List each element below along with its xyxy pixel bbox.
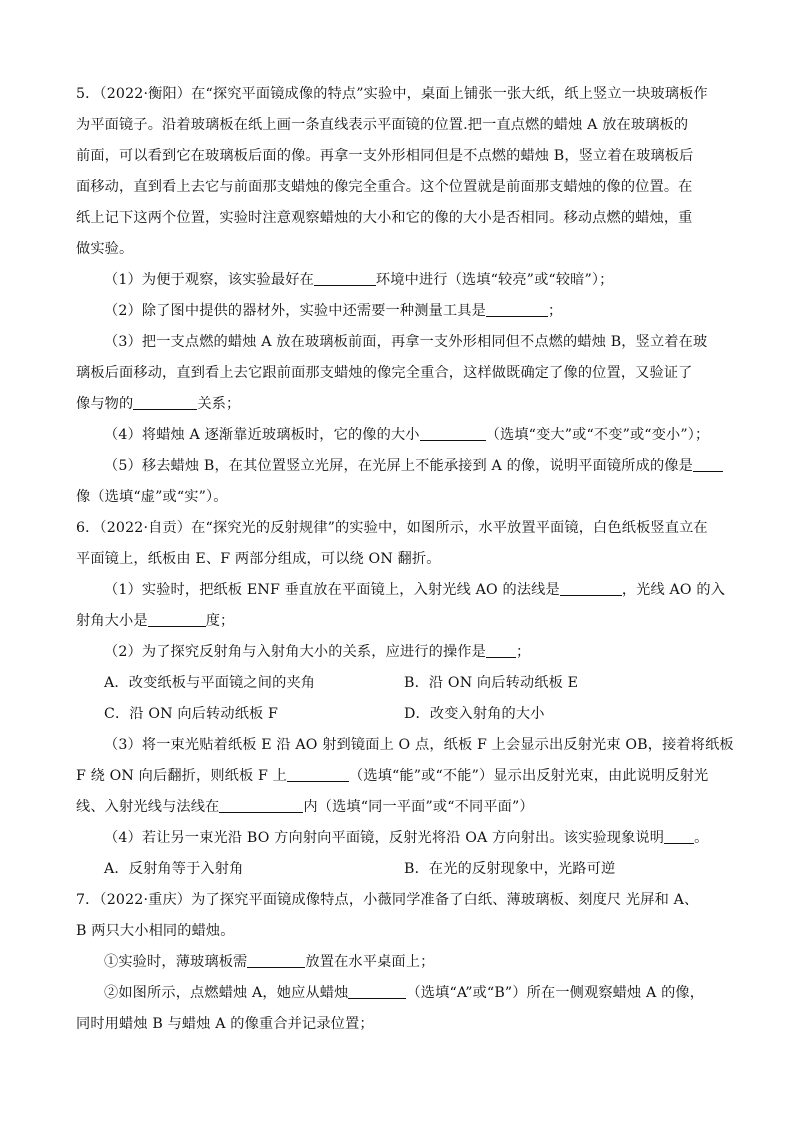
q6-part-4-option-a[interactable]: A．反射角等于入射角 bbox=[104, 861, 244, 877]
q6-options-row-2 bbox=[104, 704, 738, 724]
q5-part-4: （4）将蜡烛 A 逐渐靠近玻璃板时，它的像的大小 （选填“变大”或“不变”或“变小”）； bbox=[104, 427, 710, 443]
q5-stem-line-3: 前面，可以看到它在玻璃板后面的像。再拿一支外形相同但是不点燃的蜡烛 B，竖立着在玻璃板后 bbox=[76, 148, 694, 164]
q5-stem-line-4: 面移动，直到看上去它与前面那支蜡烛的像完全重合。这个位置就是前面那支蜡烛的像的位置。在 bbox=[76, 179, 693, 195]
q6-part-3-line-2: F 绕 ON 向后翻折，则纸板 F 上 （选填“能”或“不能”）显示出反射光束，由此说明反射光 bbox=[76, 768, 709, 784]
answer-blank[interactable] bbox=[420, 425, 486, 441]
q6-part-3-line-3: 线、入射光线与法线在 内（选填“同一平面”或“不同平面”） bbox=[76, 799, 534, 815]
answer-blank[interactable] bbox=[693, 456, 723, 472]
answer-blank[interactable] bbox=[560, 580, 622, 596]
answer-blank[interactable] bbox=[486, 301, 548, 317]
q7-part-1: ①实验时，薄玻璃板需 放置在水平桌面上； bbox=[104, 954, 435, 970]
q7-stem-line-1: 7．（2022·重庆）为了探究平面镜成像特点，小薇同学准备了白纸、薄玻璃板、刻度尺 光屏和 A、 bbox=[76, 892, 699, 908]
q6-option-c[interactable]: C．沿 ON 向后转动纸板 F bbox=[104, 706, 279, 722]
q5-stem-line-5: 纸上记下这两个位置，实验时注意观察蜡烛的大小和它的像的大小是否相同。移动点燃的蜡烛，重 bbox=[76, 210, 693, 226]
q6-part-2: （2）为了探究反射角与入射角大小的关系，应进行的操作是 ； bbox=[104, 644, 531, 660]
q5-part-5-line-2: 像（选填“虚”或“实”）。 bbox=[76, 489, 228, 505]
q5-part-2: （2）除了图中提供的器材外，实验中还需要一种测量工具是 ； bbox=[104, 303, 563, 319]
q6-part-1-line-2: 射角大小是 度； bbox=[76, 613, 235, 629]
q5-part-3-line-1: （3）把一支点燃的蜡烛 A 放在玻璃板前面，再拿一支外形相同但不点燃的蜡烛 B，竖立着在玻 bbox=[104, 334, 708, 350]
answer-blank[interactable] bbox=[314, 270, 376, 286]
q5-stem-line-6: 做实验。 bbox=[76, 241, 134, 257]
answer-blank[interactable] bbox=[348, 983, 406, 999]
q6-part-4-option-b[interactable]: B．在光的反射现象中，光路可逆 bbox=[404, 861, 616, 877]
q7-part-2-line-1: ②如图所示，点燃蜡烛 A，她应从蜡烛 （选填“A”或“B”）所在一侧观察蜡烛 A 的像， bbox=[104, 985, 705, 1001]
q6-stem-line-2: 平面镜上，纸板由 E、F 两部分组成，可以绕 ON 翻折。 bbox=[76, 551, 441, 567]
q6-stem-line-1: 6．（2022·自贡）在“探究光的反射规律”的实验中，如图所示，水平放置平面镜，白色纸板竖直立在 bbox=[76, 520, 708, 536]
q6-option-b[interactable]: B．沿 ON 向后转动纸板 E bbox=[404, 675, 579, 691]
answer-blank[interactable] bbox=[287, 766, 349, 782]
answer-blank[interactable] bbox=[664, 828, 694, 844]
q5-part-3-line-3: 像与物的 关系； bbox=[76, 396, 241, 412]
answer-blank[interactable] bbox=[219, 797, 303, 813]
q5-stem-line-1: 5．（2022·衡阳）在“探究平面镜成像的特点”实验中，桌面上铺张一张大纸，纸上竖立一块玻璃板作 bbox=[76, 86, 708, 102]
answer-blank[interactable] bbox=[148, 611, 206, 627]
answer-blank[interactable] bbox=[247, 952, 305, 968]
q5-part-1: （1）为便于观察，该实验最好在 环境中进行（选填“较亮”或“较暗”）； bbox=[104, 272, 614, 288]
q6-option-a[interactable]: A．改变纸板与平面镜之间的夹角 bbox=[104, 675, 316, 691]
q6-part-1-line-1: （1）实验时，把纸板 ENF 垂直放在平面镜上，入射光线 AO 的法线是 ，光线 AO 的入 bbox=[104, 582, 726, 598]
q6-part-3-line-1: （3）将一束光贴着纸板 E 沿 AO 射到镜面上 O 点，纸板 F 上会显示出反射光束 OB，接着将纸板 bbox=[104, 737, 734, 753]
q6-options-row-3 bbox=[104, 859, 738, 879]
q5-part-5-line-1: （5）移去蜡烛 B，在其位置竖立光屏，在光屏上不能承接到 A 的像，说明平面镜所成的像是 bbox=[104, 456, 738, 476]
q6-option-d[interactable]: D．改变入射角的大小 bbox=[404, 706, 545, 722]
q6-options-row-1 bbox=[104, 673, 738, 693]
answer-blank[interactable] bbox=[133, 394, 197, 410]
q6-part-4: （4）若让另一束光沿 BO 方向射向平面镜，反射光将沿 OA 方向射出。该实验现象说明 。 bbox=[104, 830, 709, 846]
q5-part-3-line-2: 璃板后面移动，直到看上去它跟前面那支蜡烛的像完全重合，这样做既确定了像的位置，又验证了 bbox=[76, 365, 693, 381]
answer-blank[interactable] bbox=[486, 642, 516, 658]
q5-stem-line-2: 为平面镜子。沿着玻璃板在纸上画一条直线表示平面镜的位置.把一直点燃的蜡烛 A 放在玻璃板的 bbox=[76, 117, 689, 133]
q7-stem-line-2: B 两只大小相同的蜡烛。 bbox=[76, 923, 235, 939]
q7-part-2-line-2: 同时用蜡烛 B 与蜡烛 A 的像重合并记录位置； bbox=[76, 1016, 374, 1032]
